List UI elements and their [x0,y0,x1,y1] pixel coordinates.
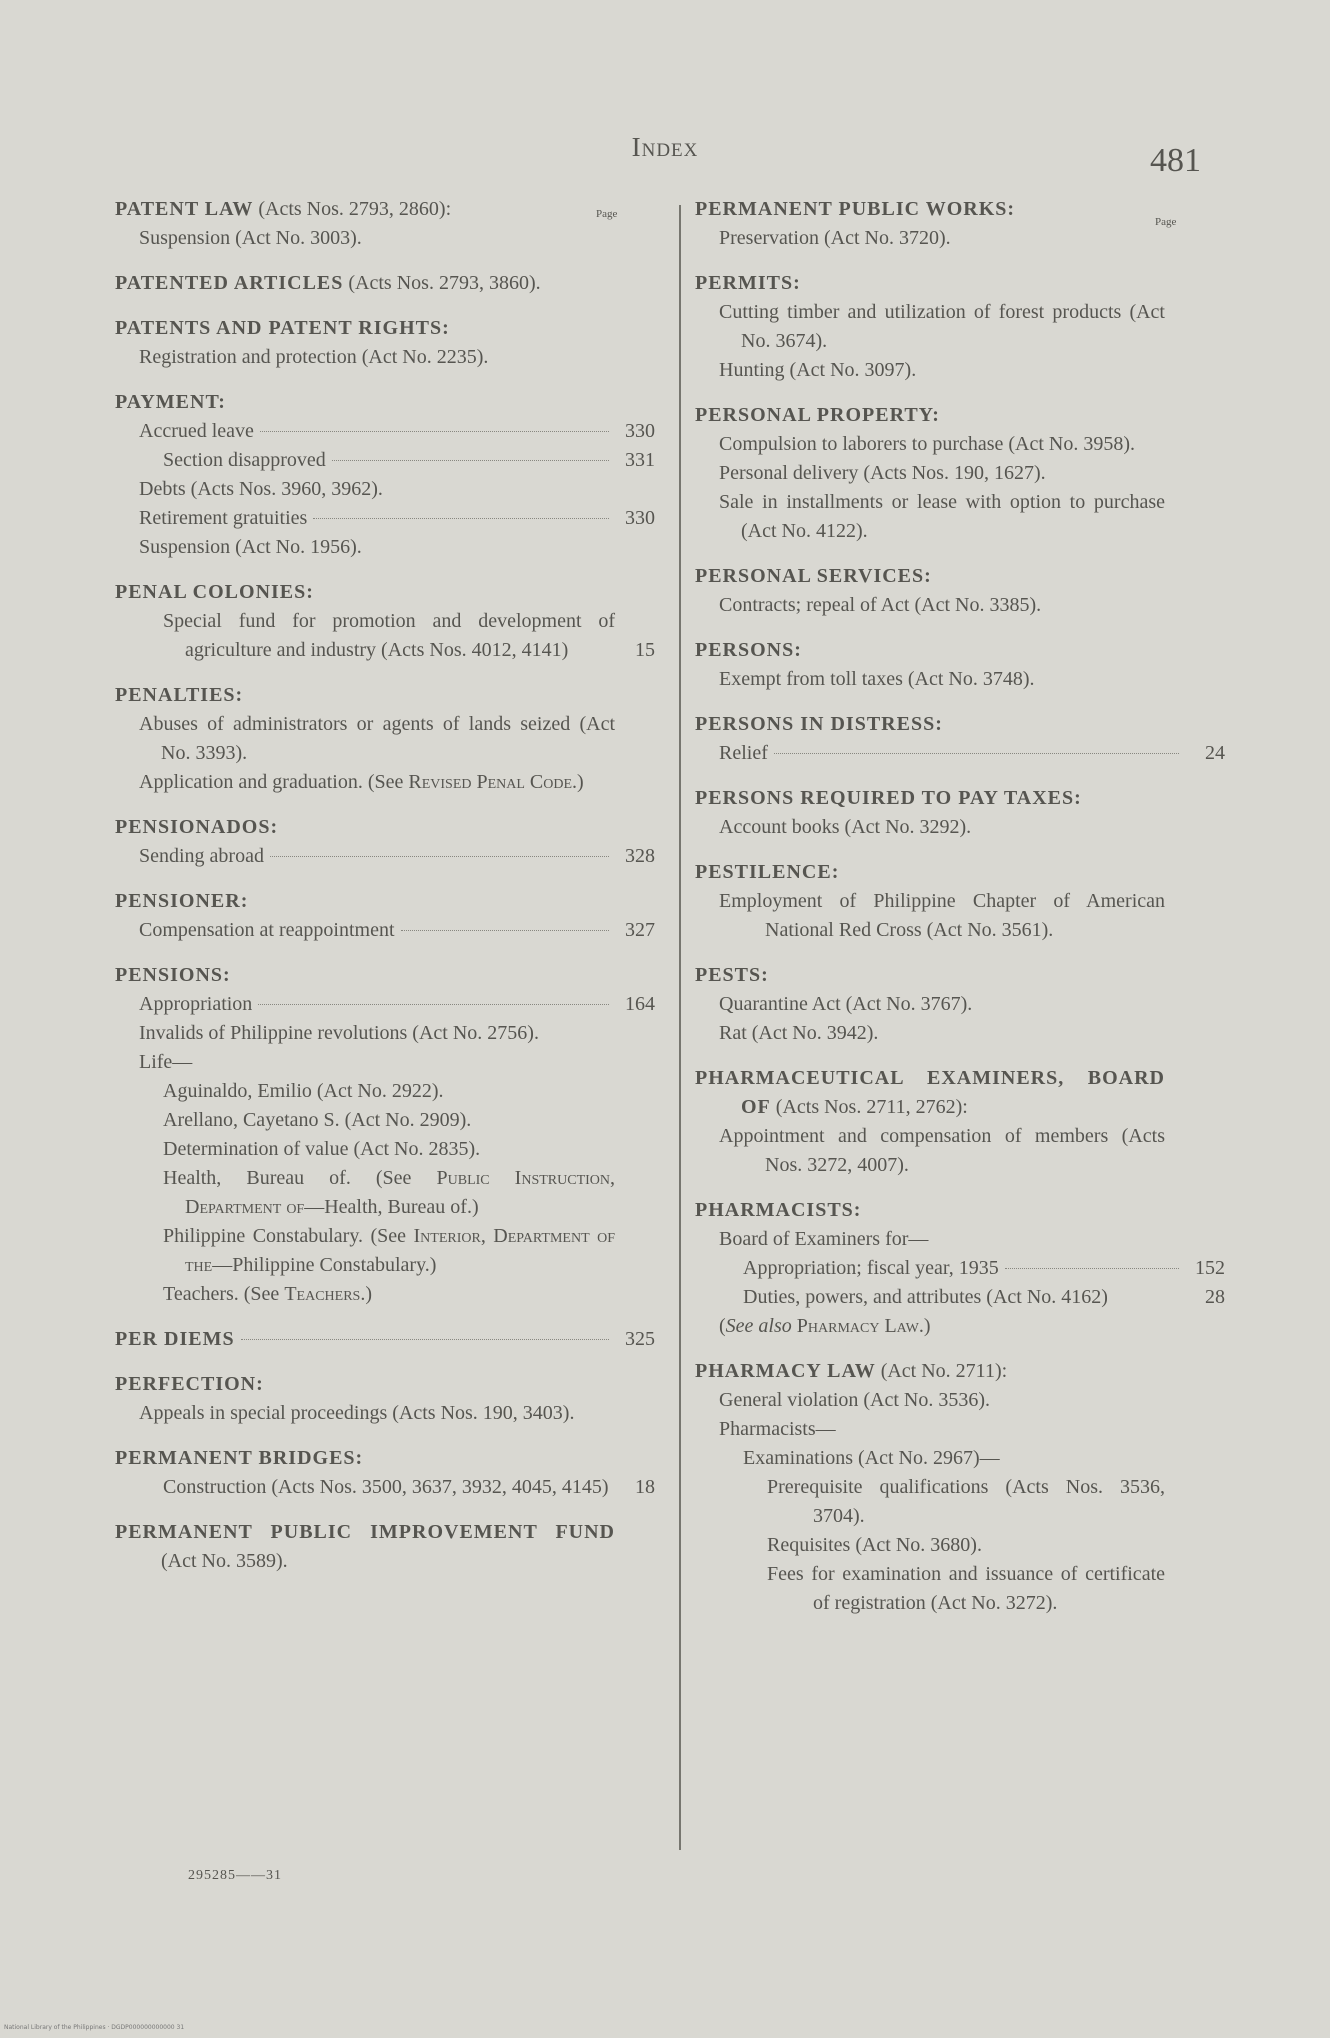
entry-heading: PERSONAL SERVICES: [695,565,932,587]
entry-heading: PATENTS AND PATENT RIGHTS: [115,317,450,339]
subentry: Sale in installments or lease with option to purchase (Act No. 4122). [719,491,1165,542]
subentry: Retirement gratuities 330 [115,504,655,533]
subentry: Rat (Act No. 3942). [719,1022,879,1044]
subentry: Duties, powers, and attributes (Act No. 4162) 28 [695,1283,1225,1312]
index-entry [695,401,1225,546]
subentry: Appeals in special proceedings (Acts Nos. 190, 3403). [139,1402,575,1424]
subentry: Preservation (Act No. 3720). [719,227,951,249]
index-entry [115,388,655,562]
subentry: Appropriation; fiscal year, 1935 152 [695,1254,1225,1283]
entry-heading: PERSONAL PROPERTY: [695,404,940,426]
index-entry [695,784,1225,842]
subentry: Special fund for promotion and development of agriculture and industry (Acts Nos. 4012, 4141) 15 [115,607,655,665]
dot-leader [1005,1268,1179,1269]
page-number: 481 [1150,142,1201,179]
index-entry [695,1196,1225,1341]
subentry: Quarantine Act (Act No. 3767). [719,993,973,1015]
index-entry [115,578,655,665]
subentry: Relief 24 [695,739,1225,768]
index-entry [695,1064,1225,1180]
page-ref: 328 [625,845,655,867]
entry-heading: PERMANENT BRIDGES: [115,1447,364,1469]
entry-heading: PATENTED ARTICLES [115,272,344,294]
entry-heading: PENALTIES: [115,684,244,706]
entry-heading: PHARMACY LAW [695,1360,876,1382]
printer-code: 295285——31 [188,1868,282,1883]
index-entry [695,636,1225,694]
subentry: Invalids of Philippine revolutions (Act No. 2756). [139,1022,539,1044]
index-entry [115,681,655,797]
subentry: Registration and protection (Act No. 2235). [139,346,489,368]
subentry: Appropriation 164 [115,990,655,1019]
entry-heading: PESTS: [695,964,769,986]
index-entry [115,314,655,372]
page-ref: 28 [1205,1286,1225,1308]
dot-leader [258,1004,609,1005]
index-entry [695,269,1225,385]
entry-heading: PENAL COLONIES: [115,581,314,603]
subentry: Account books (Act No. 3292). [719,816,972,838]
subentry: Aguinaldo, Emilio (Act No. 2922). [163,1080,444,1102]
running-head: Index [631,132,699,162]
entry-heading: PENSIONS: [115,964,231,986]
page-ref: 15 [635,639,655,661]
entry-heading: PERSONS IN DISTRESS: [695,713,943,735]
scan-stamp: National Library of the Philippines · DGDP000000000000 31 [4,2024,185,2031]
dot-leader [270,856,609,857]
subentry: Determination of value (Act No. 2835). [163,1138,481,1160]
subentry: Contracts; repeal of Act (Act No. 3385). [719,594,1042,616]
page-ref: 24 [1205,742,1225,764]
subentry: Application and graduation. (See Revised Penal Code.) [139,771,584,793]
entry-heading: PAYMENT: [115,391,226,413]
subentry: Cutting timber and utilization of forest products (Act No. 3674). [719,301,1165,352]
subentry: Construction (Acts Nos. 3500, 3637, 3932, 4045, 4145) 18 [115,1473,655,1502]
cross-reference: Public Instruction, Department of [185,1167,616,1218]
entry-heading-tail: (Acts Nos. 2711, 2762): [770,1096,968,1118]
subentry: Accrued leave 330 [115,417,655,446]
entry-heading: PENSIONADOS: [115,816,279,838]
index-entry [115,887,655,945]
subentry: Requisites (Act No. 3680). [767,1534,982,1556]
entry-heading-tail: (Acts Nos. 2793, 2860): [253,198,452,220]
left-page-column-label: Page [596,208,618,220]
subentry: (See also Pharmacy Law.) [719,1315,931,1337]
dot-leader [241,1339,609,1340]
page-ref: 152 [1195,1257,1225,1279]
subentry: General violation (Act No. 3536). [719,1389,991,1411]
subentry: Employment of Philippine Chapter of American National Red Cross (Act No. 3561). [719,890,1165,941]
subentry: Arellano, Cayetano S. (Act No. 2909). [163,1109,472,1131]
subentry: Life— [139,1051,193,1073]
subentry: Personal delivery (Acts Nos. 190, 1627). [719,462,1046,484]
subentry: Debts (Acts Nos. 3960, 3962). [139,478,383,500]
subentry: Prerequisite qualifications (Acts Nos. 3536, 3704). [767,1476,1165,1527]
entry-heading: PHARMACISTS: [695,1199,862,1221]
entry-heading: PESTILENCE: [695,861,840,883]
entry-heading: PERSONS REQUIRED TO PAY TAXES: [695,787,1082,809]
entry-heading: PERSONS: [695,639,802,661]
index-entry [115,1370,655,1428]
index-entry [115,961,655,1309]
subentry: Board of Examiners for— [719,1228,929,1250]
subentry: Compulsion to laborers to purchase (Act No. 3958). [719,433,1136,455]
subentry: Philippine Constabulary. (See Interior, Department of the—Philippine Constabulary.) [163,1225,615,1276]
subentry: Hunting (Act No. 3097). [719,359,917,381]
subentry: Section disapproved 331 [115,446,655,475]
subentry: Suspension (Act No. 3003). [139,227,362,249]
dot-leader [260,431,609,432]
entry-heading: PATENT LAW [115,198,254,220]
index-entry [115,1518,655,1576]
right-page-column-label: Page [1155,216,1177,228]
index-entry [115,1325,655,1354]
index-entry [115,269,655,298]
cross-reference: Revised Penal Code. [408,771,578,793]
page-ref: 164 [625,993,655,1015]
subentry: Pharmacists— [719,1418,836,1440]
index-entry [115,195,655,253]
entry-heading: PERMITS: [695,272,801,294]
index-entry [695,1357,1225,1618]
left-column [115,195,655,1592]
dot-leader [313,518,609,519]
subentry: Appointment and compensation of members (Acts Nos. 3272, 4007). [719,1125,1165,1176]
entry-heading: PENSIONER: [115,890,249,912]
index-entry [695,858,1225,945]
subentry: Exempt from toll taxes (Act No. 3748). [719,668,1035,690]
dot-leader [401,930,610,931]
index-entry [695,195,1225,253]
entry-heading-tail: (Act No. 3589). [161,1550,288,1572]
subentry: Examinations (Act No. 2967)— [743,1447,1000,1469]
page-ref: 331 [625,449,655,471]
entry-heading: PER DIEMS [115,1328,235,1350]
subentry: Health, Bureau of. (See Public Instruction, Department of—Health, Bureau of.) [163,1167,616,1218]
entry-heading-tail: (Acts Nos. 2793, 3860). [343,272,541,294]
column-divider [679,205,681,1850]
page-ref: 325 [625,1328,655,1350]
subentry: Suspension (Act No. 1956). [139,536,362,558]
subentry: Sending abroad 328 [115,842,655,871]
entry-heading: PERFECTION: [115,1373,264,1395]
page-ref: 330 [625,507,655,529]
index-entry [695,562,1225,620]
entry-heading-tail: (Act No. 2711): [875,1360,1008,1382]
dot-leader [774,753,1179,754]
dot-leader [332,460,609,461]
entry-heading: PERMANENT PUBLIC WORKS: [695,198,1016,220]
subentry: Compensation at reappointment 327 [115,916,655,945]
page-ref: 330 [625,420,655,442]
cross-reference: Interior, Department of the [185,1225,615,1276]
entry-heading: PERMANENT PUBLIC IMPROVEMENT FUND [115,1521,615,1543]
entry-heading: PHARMACEUTICAL EXAMINERS, BOARD OF [695,1067,1165,1118]
right-column [695,195,1225,1634]
cross-reference: Pharmacy Law. [796,1315,924,1337]
subentry: Abuses of administrators or agents of lands seized (Act No. 3393). [139,713,615,764]
index-entry [695,710,1225,768]
subentry: Fees for examination and issuance of certificate of registration (Act No. 3272). [767,1563,1165,1614]
cross-reference: Teachers. [284,1283,366,1305]
index-entry [115,1444,655,1502]
index-entry [115,813,655,871]
subentry: Teachers. (See Teachers.) [163,1283,372,1305]
page-ref: 18 [635,1476,655,1498]
index-entry [695,961,1225,1048]
page-ref: 327 [625,919,655,941]
